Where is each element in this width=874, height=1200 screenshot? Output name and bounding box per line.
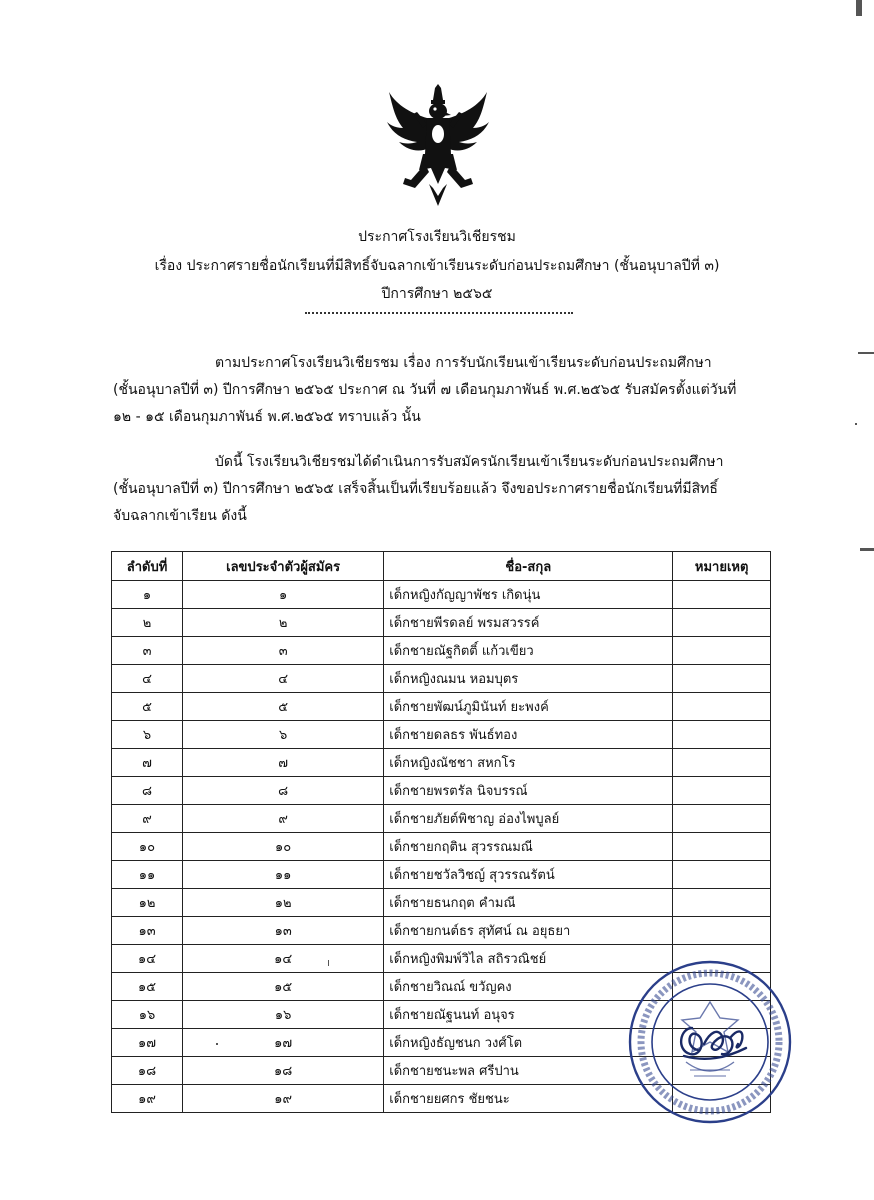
cell-name: เด็กชายณัฐกิตติ์ แก้วเขียว	[384, 637, 673, 665]
table-row	[112, 833, 771, 861]
cell-remarks	[673, 889, 771, 917]
cell-name: เด็กหญิงณมน หอมบุตร	[384, 665, 673, 693]
cell-name: เด็กชายธนกฤต คำมณี	[384, 889, 673, 917]
header-order: ลำดับที่	[112, 552, 183, 581]
cell-order: ๑๕	[112, 973, 183, 1001]
cell-applicant-id: ๑๒	[183, 889, 384, 917]
dotted-divider	[305, 312, 573, 314]
cell-order: ๑๔	[112, 945, 183, 973]
table-row	[112, 721, 771, 749]
cell-order: ๑๐	[112, 833, 183, 861]
table-row	[112, 693, 771, 721]
cell-applicant-id: ๑๑	[183, 861, 384, 889]
cell-name: เด็กหญิงธัญชนก วงศ์โต	[384, 1029, 673, 1057]
cell-name: เด็กชายชวัลวิชญ์ สุวรรณรัตน์	[384, 861, 673, 889]
cell-applicant-id: ๑๗	[183, 1029, 384, 1057]
paragraph-line: ๑๒ - ๑๕ เดือนกุมภาพันธ์ พ.ศ.๒๕๖๕ ทราบแล้ว นั้น	[113, 409, 421, 425]
cell-applicant-id: ๑	[183, 581, 384, 609]
table-row	[112, 861, 771, 889]
paragraph-line: ตามประกาศโรงเรียนวิเชียรชม เรื่อง การรับนักเรียนเข้าเรียนระดับก่อนประถมศึกษา	[215, 355, 712, 371]
cell-order: ๓	[112, 637, 183, 665]
cell-remarks	[673, 665, 771, 693]
cell-name: เด็กชายดลธร พันธ์ทอง	[384, 721, 673, 749]
paragraph-reference	[113, 350, 773, 431]
cell-applicant-id: ๙	[183, 805, 384, 833]
cell-remarks	[673, 581, 771, 609]
cell-order: ๑๙	[112, 1085, 183, 1113]
cell-name: เด็กชายยศกร ชัยชนะ	[384, 1085, 673, 1113]
cell-applicant-id: ๘	[183, 777, 384, 805]
scan-speck	[860, 548, 874, 551]
cell-remarks	[673, 721, 771, 749]
cell-order: ๗	[112, 749, 183, 777]
table-row	[112, 889, 771, 917]
cell-order: ๑๗	[112, 1029, 183, 1057]
cell-order: ๑๓	[112, 917, 183, 945]
cell-order: ๑๒	[112, 889, 183, 917]
cell-applicant-id: ๑๕	[183, 973, 384, 1001]
cell-name: เด็กชายพัฒน์ภูมินันท์ ยะพงค์	[384, 693, 673, 721]
cell-name: เด็กหญิงพิมพ์วิไล สถิรวณิชย์	[384, 945, 673, 973]
cell-order: ๑๘	[112, 1057, 183, 1085]
scan-speck	[858, 352, 874, 354]
paragraph-line: (ชั้นอนุบาลปีที่ ๓) ปีการศึกษา ๒๕๖๕ ประกาศ ณ วันที่ ๗ เดือนกุมภาพันธ์ พ.ศ.๒๕๖๕ รับสมัครตั้งแต่วันที่	[113, 382, 737, 398]
cell-applicant-id: ๑๖	[183, 1001, 384, 1029]
table-row	[112, 917, 771, 945]
cell-name: เด็กชายกฤติน สุวรรณมณี	[384, 833, 673, 861]
table-row	[112, 637, 771, 665]
scan-speck	[855, 423, 857, 425]
header-remarks: หมายเหตุ	[673, 552, 771, 581]
cell-name: เด็กชายวิณณ์ ขวัญคง	[384, 973, 673, 1001]
header-applicant-id: เลขประจำตัวผู้สมัคร	[183, 552, 384, 581]
school-seal-stamp	[626, 958, 794, 1126]
paragraph-line: บัดนี้ โรงเรียนวิเชียรชมได้ดำเนินการรับสมัครนักเรียนเข้าเรียนระดับก่อนประถมศึกษา	[215, 454, 724, 470]
table-row	[112, 665, 771, 693]
cell-order: ๑	[112, 581, 183, 609]
cell-name: เด็กชายกนต์ธร สุทัศน์ ณ อยุธยา	[384, 917, 673, 945]
table-row	[112, 777, 771, 805]
cell-applicant-id: ๑๘	[183, 1057, 384, 1085]
announcement-subject: เรื่อง ประกาศรายชื่อนักเรียนที่มีสิทธิ์จับฉลากเข้าเรียนระดับก่อนประถมศึกษา (ชั้นอนุบาลปีที่ ๓)	[154, 258, 720, 274]
cell-applicant-id: ๑๓	[183, 917, 384, 945]
cell-remarks	[673, 609, 771, 637]
cell-name: เด็กชายณัฐนนท์ อนุจร	[384, 1001, 673, 1029]
cell-remarks	[673, 637, 771, 665]
cell-applicant-id: ๔	[183, 665, 384, 693]
table-header-row	[112, 552, 771, 581]
cell-name: เด็กหญิงณัชชา สหกโร	[384, 749, 673, 777]
cell-name: เด็กหญิงกัญญาพัชร เกิดนุ่น	[384, 581, 673, 609]
cell-remarks	[673, 805, 771, 833]
scan-speck	[856, 0, 862, 16]
header-name: ชื่อ-สกุล	[384, 552, 673, 581]
cell-name: เด็กชายพรตรัล นิจบรรณ์	[384, 777, 673, 805]
cell-applicant-id: ๑๔	[183, 945, 384, 973]
cell-applicant-id: ๒	[183, 609, 384, 637]
cell-order: ๑๖	[112, 1001, 183, 1029]
cell-applicant-id: ๓	[183, 637, 384, 665]
cell-applicant-id: ๗	[183, 749, 384, 777]
cell-remarks	[673, 861, 771, 889]
cell-name: เด็กชายชนะพล ศรีปาน	[384, 1057, 673, 1085]
paragraph-line: (ชั้นอนุบาลปีที่ ๓) ปีการศึกษา ๒๕๖๕ เสร็จสิ้นเป็นที่เรียบร้อยแล้ว จึงขอประกาศรายชื่อนักเรียนที่มีสิทธิ์	[113, 481, 718, 497]
cell-order: ๔	[112, 665, 183, 693]
scan-speck	[216, 1043, 218, 1045]
scan-speck	[328, 960, 329, 966]
cell-order: ๕	[112, 693, 183, 721]
cell-remarks	[673, 777, 771, 805]
cell-order: ๘	[112, 777, 183, 805]
cell-order: ๒	[112, 609, 183, 637]
academic-year: ปีการศึกษา ๒๕๖๕	[381, 286, 493, 302]
paragraph-announcement	[113, 449, 773, 530]
cell-applicant-id: ๖	[183, 721, 384, 749]
garuda-emblem-icon	[383, 84, 493, 206]
cell-remarks	[673, 917, 771, 945]
table-row	[112, 609, 771, 637]
cell-remarks	[673, 749, 771, 777]
cell-applicant-id: ๑๐	[183, 833, 384, 861]
table-row	[112, 581, 771, 609]
paragraph-line: จับฉลากเข้าเรียน ดังนี้	[113, 508, 247, 524]
cell-applicant-id: ๑๙	[183, 1085, 384, 1113]
cell-name: เด็กชายพีรดลย์ พรมสวรรค์	[384, 609, 673, 637]
table-row	[112, 805, 771, 833]
cell-name: เด็กชายภัยต์พิชาญ อ่องไพบูลย์	[384, 805, 673, 833]
cell-remarks	[673, 833, 771, 861]
cell-order: ๙	[112, 805, 183, 833]
cell-remarks	[673, 693, 771, 721]
cell-order: ๑๑	[112, 861, 183, 889]
cell-order: ๖	[112, 721, 183, 749]
announcement-issuer: ประกาศโรงเรียนวิเชียรชม	[358, 229, 516, 245]
table-row	[112, 749, 771, 777]
cell-applicant-id: ๕	[183, 693, 384, 721]
